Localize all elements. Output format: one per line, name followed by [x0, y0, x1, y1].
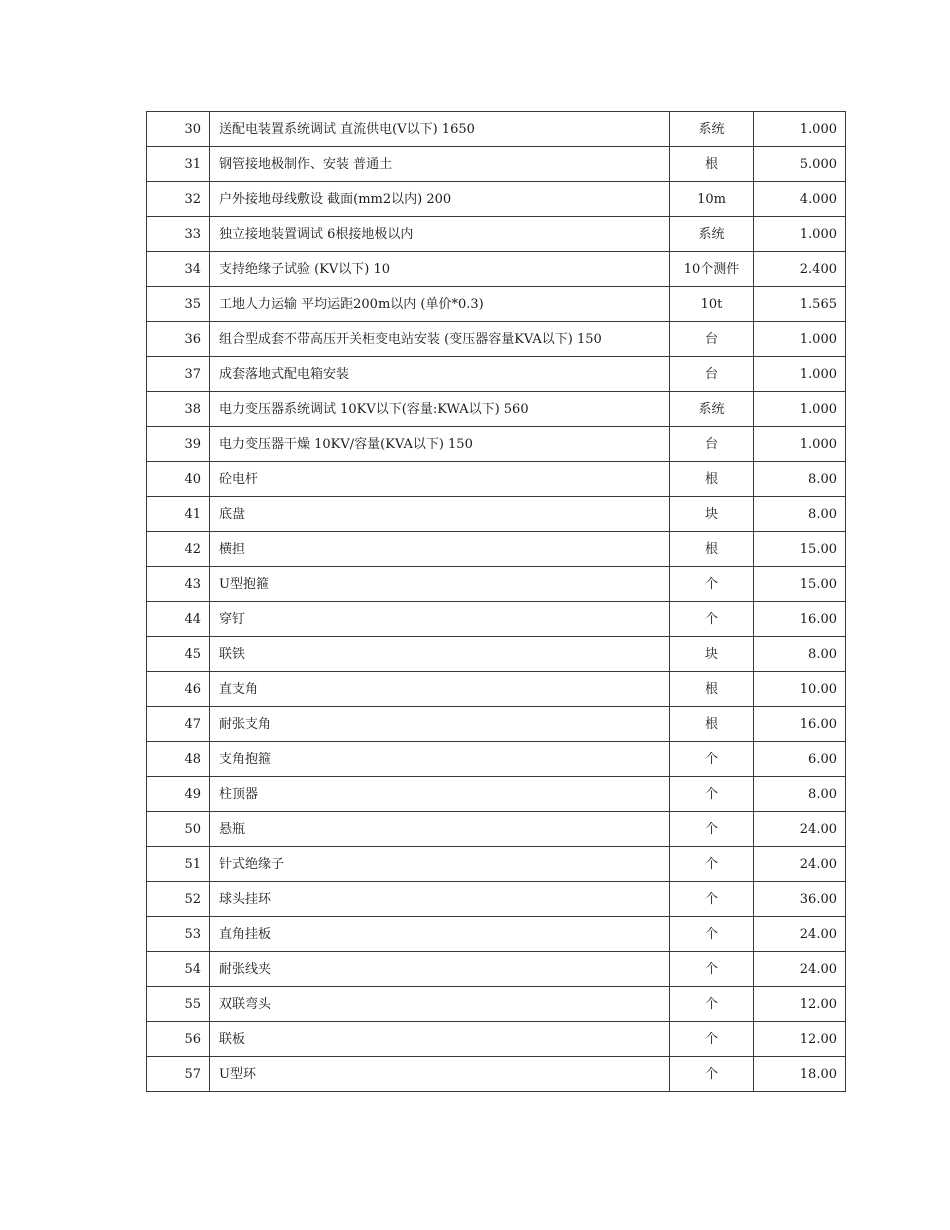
item-name-cell: 户外接地母线敷设 截面(mm2以内) 200 [210, 182, 670, 217]
row-number-cell: 50 [147, 812, 210, 847]
row-number-cell: 54 [147, 952, 210, 987]
row-number-cell: 49 [147, 777, 210, 812]
quantity-cell: 15.00 [754, 567, 846, 602]
row-number-cell: 46 [147, 672, 210, 707]
quantity-cell: 5.000 [754, 147, 846, 182]
unit-cell: 个 [670, 1022, 754, 1057]
table-row [147, 707, 846, 742]
document-page [146, 111, 837, 1092]
unit-cell: 个 [670, 987, 754, 1022]
table-row [147, 112, 846, 147]
item-name-cell: 穿钉 [210, 602, 670, 637]
unit-cell: 个 [670, 777, 754, 812]
unit-cell: 系统 [670, 392, 754, 427]
unit-cell: 10个测件 [670, 252, 754, 287]
table-row [147, 917, 846, 952]
quantity-cell: 8.00 [754, 497, 846, 532]
row-number-cell: 38 [147, 392, 210, 427]
unit-cell: 系统 [670, 217, 754, 252]
table-row [147, 392, 846, 427]
row-number-cell: 40 [147, 462, 210, 497]
quantity-cell: 24.00 [754, 812, 846, 847]
table-row [147, 427, 846, 462]
quantity-cell: 1.000 [754, 217, 846, 252]
table-row [147, 147, 846, 182]
quantity-cell: 18.00 [754, 1057, 846, 1092]
row-number-cell: 32 [147, 182, 210, 217]
item-name-cell: 组合型成套不带高压开关柜变电站安装 (变压器容量KVA以下) 150 [210, 322, 670, 357]
item-name-cell: 钢管接地极制作、安装 普通土 [210, 147, 670, 182]
row-number-cell: 36 [147, 322, 210, 357]
quantity-cell: 6.00 [754, 742, 846, 777]
item-name-cell: 工地人力运输 平均运距200m以内 (单价*0.3) [210, 287, 670, 322]
unit-cell: 个 [670, 602, 754, 637]
item-name-cell: 直支角 [210, 672, 670, 707]
table-body [147, 112, 846, 1092]
row-number-cell: 57 [147, 1057, 210, 1092]
row-number-cell: 43 [147, 567, 210, 602]
row-number-cell: 35 [147, 287, 210, 322]
row-number-cell: 34 [147, 252, 210, 287]
table-row [147, 357, 846, 392]
row-number-cell: 33 [147, 217, 210, 252]
quantity-cell: 1.000 [754, 357, 846, 392]
unit-cell: 个 [670, 917, 754, 952]
table-row [147, 602, 846, 637]
item-name-cell: 电力变压器干燥 10KV/容量(KVA以下) 150 [210, 427, 670, 462]
table-row [147, 322, 846, 357]
quantity-cell: 1.000 [754, 392, 846, 427]
unit-cell: 台 [670, 427, 754, 462]
row-number-cell: 37 [147, 357, 210, 392]
row-number-cell: 56 [147, 1022, 210, 1057]
quantity-cell: 24.00 [754, 917, 846, 952]
quantity-cell: 12.00 [754, 987, 846, 1022]
row-number-cell: 42 [147, 532, 210, 567]
table-row [147, 497, 846, 532]
line-items-table [146, 111, 846, 1092]
quantity-cell: 8.00 [754, 637, 846, 672]
quantity-cell: 36.00 [754, 882, 846, 917]
unit-cell: 根 [670, 532, 754, 567]
quantity-cell: 8.00 [754, 462, 846, 497]
quantity-cell: 1.000 [754, 322, 846, 357]
unit-cell: 10t [670, 287, 754, 322]
table-row [147, 812, 846, 847]
table-row [147, 672, 846, 707]
row-number-cell: 53 [147, 917, 210, 952]
table-row [147, 987, 846, 1022]
row-number-cell: 45 [147, 637, 210, 672]
unit-cell: 根 [670, 707, 754, 742]
unit-cell: 根 [670, 672, 754, 707]
item-name-cell: U型抱箍 [210, 567, 670, 602]
item-name-cell: 联铁 [210, 637, 670, 672]
item-name-cell: 球头挂环 [210, 882, 670, 917]
quantity-cell: 12.00 [754, 1022, 846, 1057]
unit-cell: 10m [670, 182, 754, 217]
unit-cell: 系统 [670, 112, 754, 147]
table-row [147, 637, 846, 672]
quantity-cell: 24.00 [754, 847, 846, 882]
quantity-cell: 4.000 [754, 182, 846, 217]
item-name-cell: 电力变压器系统调试 10KV以下(容量:KWA以下) 560 [210, 392, 670, 427]
unit-cell: 个 [670, 952, 754, 987]
item-name-cell: 耐张线夹 [210, 952, 670, 987]
item-name-cell: 支持绝缘子试验 (KV以下) 10 [210, 252, 670, 287]
row-number-cell: 48 [147, 742, 210, 777]
row-number-cell: 52 [147, 882, 210, 917]
table-row [147, 182, 846, 217]
table-row [147, 567, 846, 602]
row-number-cell: 47 [147, 707, 210, 742]
quantity-cell: 8.00 [754, 777, 846, 812]
item-name-cell: 耐张支角 [210, 707, 670, 742]
row-number-cell: 30 [147, 112, 210, 147]
row-number-cell: 39 [147, 427, 210, 462]
item-name-cell: 成套落地式配电箱安装 [210, 357, 670, 392]
unit-cell: 根 [670, 462, 754, 497]
unit-cell: 个 [670, 812, 754, 847]
unit-cell: 个 [670, 567, 754, 602]
row-number-cell: 51 [147, 847, 210, 882]
quantity-cell: 16.00 [754, 707, 846, 742]
row-number-cell: 31 [147, 147, 210, 182]
table-row [147, 1022, 846, 1057]
unit-cell: 个 [670, 847, 754, 882]
item-name-cell: 支角抱箍 [210, 742, 670, 777]
quantity-cell: 24.00 [754, 952, 846, 987]
table-row [147, 777, 846, 812]
item-name-cell: 直角挂板 [210, 917, 670, 952]
item-name-cell: 联板 [210, 1022, 670, 1057]
item-name-cell: 独立接地装置调试 6根接地极以内 [210, 217, 670, 252]
item-name-cell: 底盘 [210, 497, 670, 532]
unit-cell: 块 [670, 497, 754, 532]
item-name-cell: U型环 [210, 1057, 670, 1092]
unit-cell: 块 [670, 637, 754, 672]
row-number-cell: 55 [147, 987, 210, 1022]
quantity-cell: 1.000 [754, 427, 846, 462]
table-row [147, 882, 846, 917]
quantity-cell: 15.00 [754, 532, 846, 567]
unit-cell: 台 [670, 357, 754, 392]
table-row [147, 952, 846, 987]
item-name-cell: 横担 [210, 532, 670, 567]
item-name-cell: 送配电装置系统调试 直流供电(V以下) 1650 [210, 112, 670, 147]
unit-cell: 个 [670, 882, 754, 917]
quantity-cell: 1.565 [754, 287, 846, 322]
item-name-cell: 双联弯头 [210, 987, 670, 1022]
item-name-cell: 砼电杆 [210, 462, 670, 497]
item-name-cell: 悬瓶 [210, 812, 670, 847]
unit-cell: 个 [670, 1057, 754, 1092]
table-row [147, 217, 846, 252]
quantity-cell: 2.400 [754, 252, 846, 287]
unit-cell: 根 [670, 147, 754, 182]
unit-cell: 台 [670, 322, 754, 357]
item-name-cell: 柱顶器 [210, 777, 670, 812]
table-row [147, 847, 846, 882]
quantity-cell: 16.00 [754, 602, 846, 637]
table-row [147, 252, 846, 287]
row-number-cell: 44 [147, 602, 210, 637]
table-row [147, 532, 846, 567]
item-name-cell: 针式绝缘子 [210, 847, 670, 882]
table-row [147, 287, 846, 322]
unit-cell: 个 [670, 742, 754, 777]
quantity-cell: 10.00 [754, 672, 846, 707]
table-row [147, 1057, 846, 1092]
row-number-cell: 41 [147, 497, 210, 532]
quantity-cell: 1.000 [754, 112, 846, 147]
table-row [147, 742, 846, 777]
table-row [147, 462, 846, 497]
